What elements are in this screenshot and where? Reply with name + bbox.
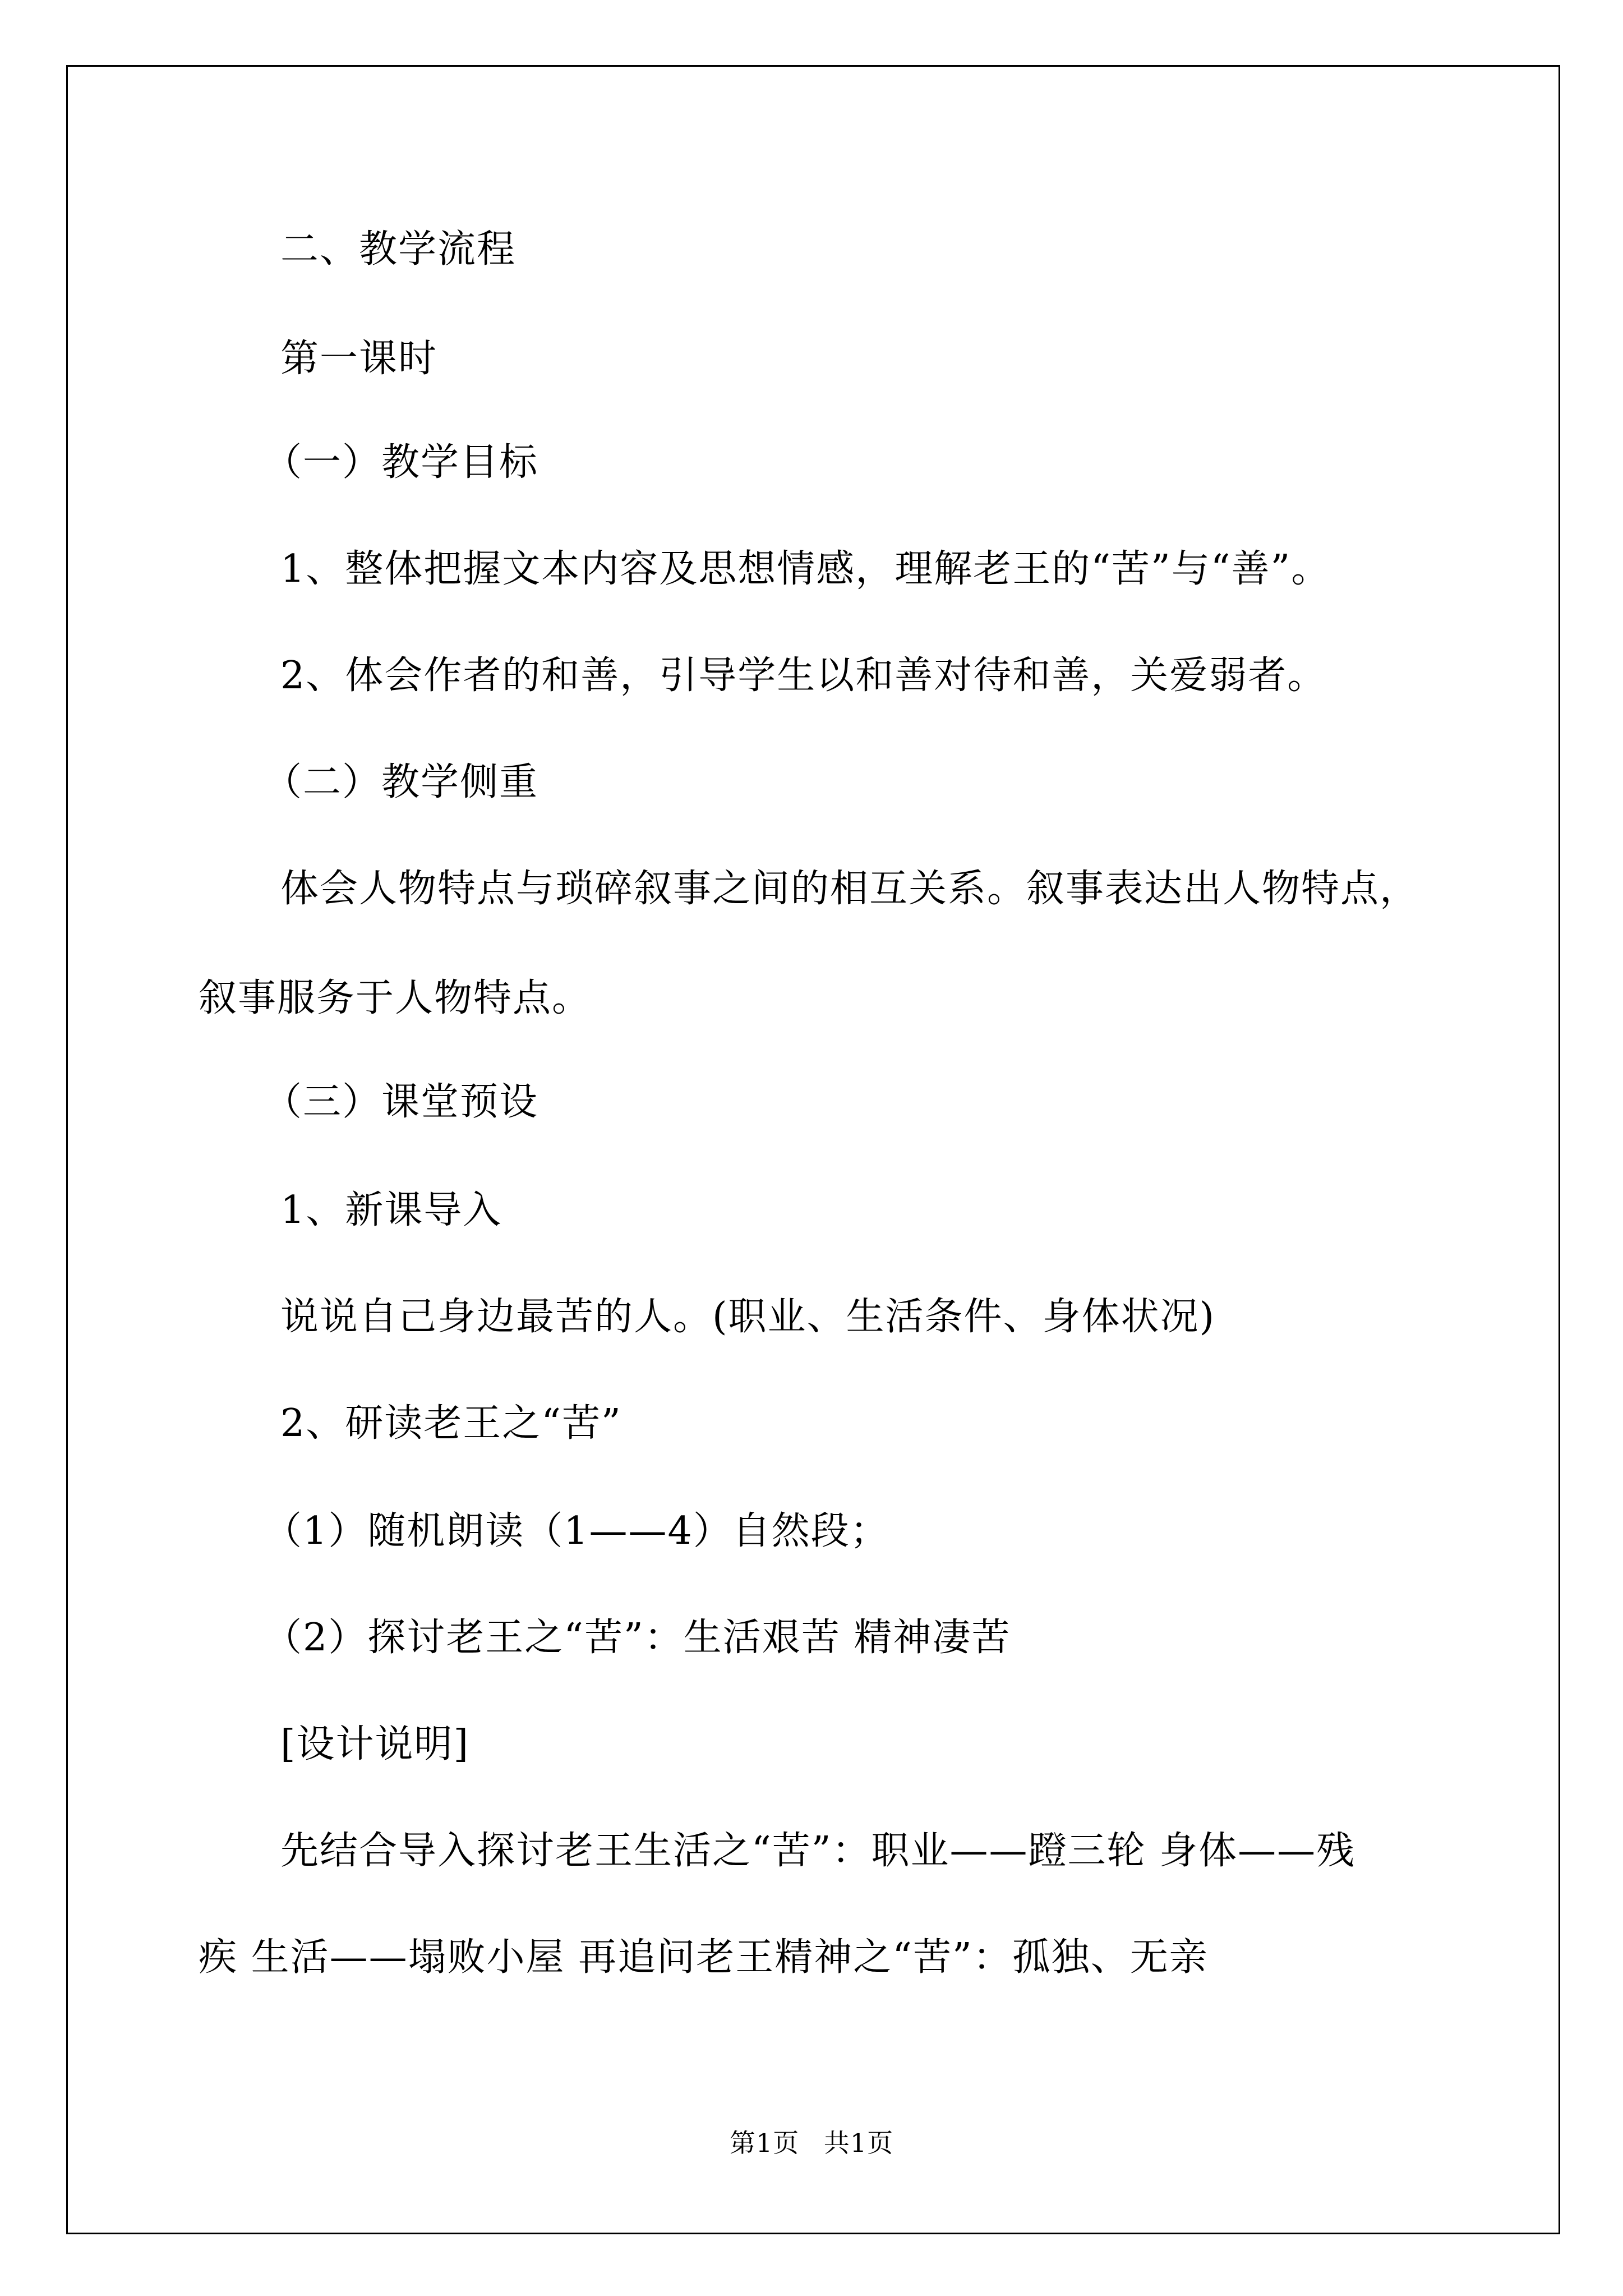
goal-item: 1、整体把握文本内容及思想情感，理解老王的“苦”与“善”。 [280,547,1331,591]
page-number-total: 共1页 [823,2128,894,2158]
paragraph-line: 疾 生活——塌败小屋 再追问老王精神之“苦”：孤独、无亲 [199,1935,1209,1980]
step-heading: 2、研读老王之“苦” [280,1401,622,1446]
paragraph-line: 说说自己身边最苦的人。(职业、生活条件、身体状况) [280,1295,1216,1339]
paragraph-line: 叙事服务于人物特点。 [199,976,592,1020]
subheading-preset: （三）课堂预设 [264,1080,539,1124]
design-note-heading: [设计说明] [280,1722,470,1766]
goal-item: 2、体会作者的和善，引导学生以和善对待和善，关爱弱者。 [280,654,1327,698]
page-footer [0,2127,1623,2159]
paragraph-line: 体会人物特点与琐碎叙事之间的相互关系。叙事表达出人物特点， [280,867,1419,911]
step-heading: 1、新课导入 [280,1188,502,1232]
page-number-current: 第1页 [729,2128,800,2158]
list-item: （2）探讨老王之“苦”：生活艰苦 精神凄苦 [264,1616,1011,1660]
list-item: （1）随机朗读（1——4）自然段； [264,1509,889,1553]
lesson-title: 第一课时 [280,337,438,381]
section-heading: 二、教学流程 [280,227,517,272]
subheading-goals: （一）教学目标 [264,440,539,485]
paragraph-line: 先结合导入探讨老王生活之“苦”：职业——蹬三轮 身体——残 [280,1829,1356,1873]
subheading-focus: （二）教学侧重 [264,760,539,804]
